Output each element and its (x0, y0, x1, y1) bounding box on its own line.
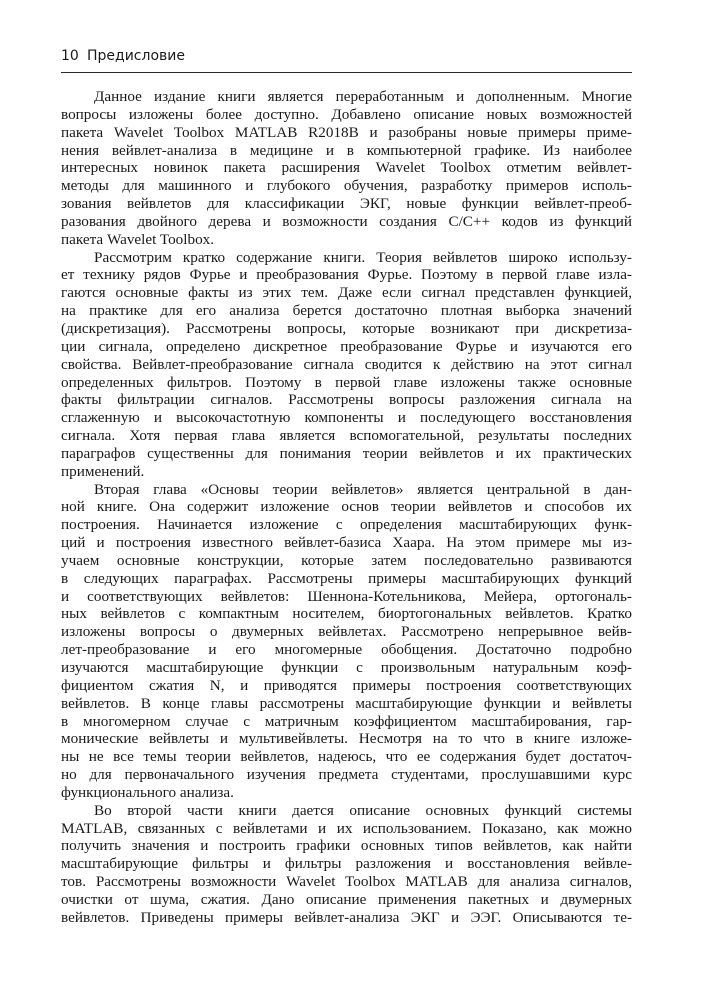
text-line: очистки от шума, сжатия. Дано описание применения пакетных и двумерных (61, 890, 632, 908)
text-line: определенных фильтров. Поэтому в первой главе изложены также основные (61, 373, 632, 391)
page-header (61, 46, 632, 73)
text-line: вопросы изложены более доступно. Добавлено описание новых возможностей (61, 105, 632, 123)
text-line: ций и построения известного вейвлет-базиса Хаара. На этом примере мы из- (61, 534, 632, 552)
text-line: масштабирующие фильтры и фильтры разложения и восстановления вейвле- (61, 855, 632, 873)
text-line: вейвлетов. Приведены примеры вейвлет-анализа ЭКГ и ЭЭГ. Описываются те- (61, 908, 632, 926)
text-line: ной книге. Она содержит изложение основ теории вейвлетов и способов их (61, 498, 632, 516)
text-line: лет-преобразование и его многомерные обобщения. Достаточно подробно (61, 641, 632, 659)
text-line: Рассмотрим кратко содержание книги. Теория вейвлетов широко использу- (94, 248, 632, 266)
paragraph (61, 249, 632, 481)
text-line: ции сигнала, определено дискретное преобразование Фурье и изучаются его (61, 337, 632, 355)
text-line: функционального анализа. (61, 783, 234, 801)
text-line: Вторая глава «Основы теории вейвлетов» является центральной в дан- (94, 480, 632, 498)
page-number: 10 (61, 48, 79, 64)
body-text (61, 88, 632, 927)
text-line: изучаются масштабирующие функции с произвольным натуральным коэф- (61, 659, 632, 676)
text-line: ет технику рядов Фурье и преобразования Фурье. Поэтому в первой главе изла- (61, 266, 632, 284)
paragraph (61, 481, 632, 802)
text-line: в многомерном случае с матричным коэффициентом масштабирования, гар- (61, 712, 632, 730)
text-line: свойства. Вейвлет-преобразование сигнала сводится к действию на этот сигнал (61, 355, 632, 373)
text-line: пакета Wavelet Toolbox. (61, 230, 215, 248)
text-line: Во второй части книги дается описание основных функций системы (94, 801, 632, 819)
text-line: монические вейвлеты и мультивейвлеты. Несмотря на то что в книге изложе- (61, 730, 632, 748)
text-line: разования двойного дерева и возможности создания C/C++ кодов из функций (61, 212, 632, 230)
text-line: параграфов существенны для понимания теории вейвлетов и их практических (61, 444, 632, 462)
text-line: вейвлетов. В конце главы рассмотрены масштабирующие функции и вейвлеты (61, 694, 632, 712)
text-line: фициентом сжатия N, и приводятся примеры построения соответствующих (61, 676, 632, 694)
text-line: на практике для его анализа берется достаточно плотная выборка значений (61, 302, 632, 320)
text-line: сигнала. Хотя первая глава является вспомогательной, результаты последних (61, 427, 632, 445)
text-line: интересных новинок пакета расширения Wavelet Toolbox отметим вейвлет- (61, 159, 632, 177)
text-line: факты фильтрации сигналов. Рассмотрены вопросы разложения сигнала на (61, 391, 632, 409)
text-line: методы для машинного и глубокого обучения, разработку примеров исполь- (61, 177, 632, 195)
text-line: и соответствующих вейвлетов: Шеннона-Котельникова, Мейера, ортогональ- (61, 587, 632, 605)
text-line: ных вейвлетов с компактным носителем, биортогональных вейвлетов. Кратко (61, 605, 632, 623)
text-line: сглаженную и высокочастотную компоненты и последующего восстановления (61, 409, 632, 427)
paragraph (61, 88, 632, 249)
text-line: нения вейвлет-анализа в медицине и в компьютерной графике. Из наиболее (61, 141, 632, 159)
running-title: Предисловие (87, 48, 185, 64)
text-line: получить значения и построить графики основных типов вейвлетов, как найти (61, 837, 632, 855)
text-line: ны не все темы теории вейвлетов, надеюсь, что ее содержания будет достаточ- (61, 748, 632, 766)
text-line: зования вейвлетов для классификации ЭКГ, новые функции вейвлет-преоб- (61, 195, 632, 213)
text-line: (дискретизация). Рассмотрены вопросы, которые возникают при дискретиза- (61, 319, 632, 337)
text-line: в следующих параграфах. Рассмотрены примеры масштабирующих функций (61, 569, 632, 587)
text-line: тов. Рассмотрены возможности Wavelet Toolbox MATLAB для анализа сигналов, (61, 873, 632, 891)
text-line: изложены вопросы о двумерных вейвлетах. Рассмотрено непрерывное вейв- (61, 623, 632, 641)
text-line: построения. Начинается изложение с определения масштабирующих функ- (61, 516, 632, 534)
text-line: пакета Wavelet Toolbox MATLAB R2018B и разобраны новые примеры приме- (61, 123, 632, 141)
text-line: гаются основные факты из этих тем. Даже если сигнал представлен функцией, (61, 284, 632, 302)
text-line: учаем основные конструкции, которые затем последовательно развиваются (61, 551, 632, 569)
text-line: MATLAB, связанных с вейвлетами и их использованием. Показано, как можно (61, 819, 632, 837)
text-line: но для первоначального изучения предмета студентами, прослушавшими курс (61, 766, 632, 784)
text-line: применений. (61, 462, 145, 480)
paragraph (61, 802, 632, 927)
text-line: Данное издание книги является переработанным и дополненным. Многие (94, 88, 632, 105)
